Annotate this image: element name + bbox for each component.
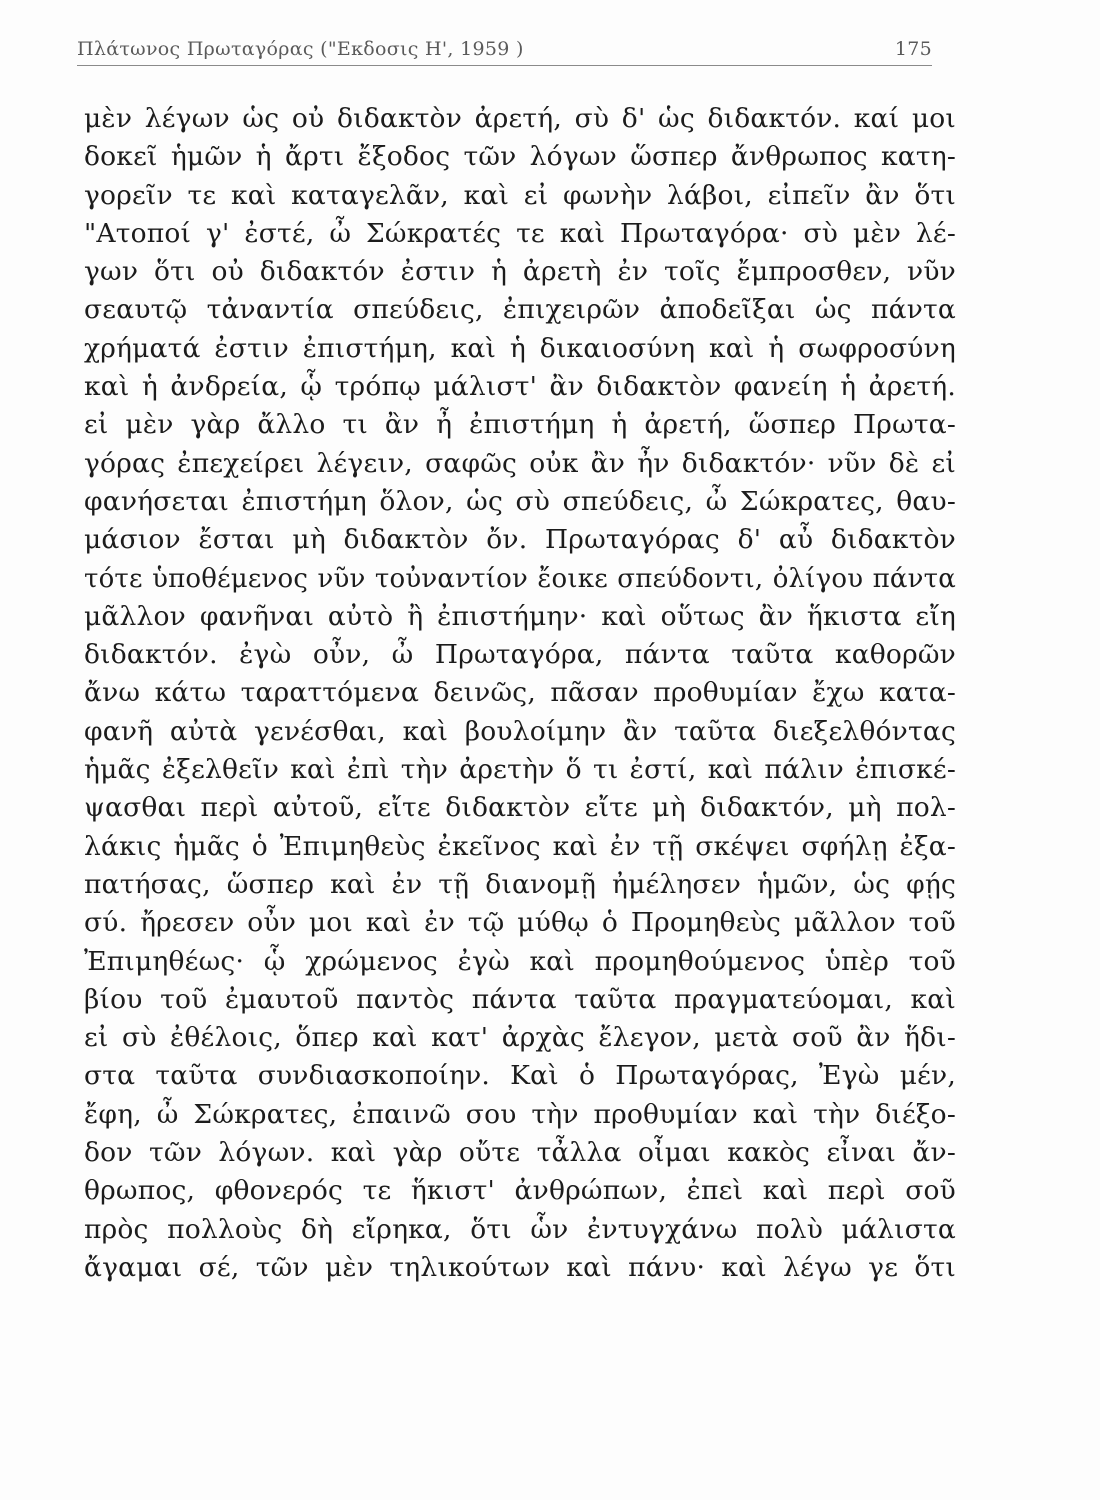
text-line: σύ. ἤρεσεν οὖν μοι καὶ ἐν τῷ μύθῳ ὁ Προμηθεὺς μᾶλλον τοῦ [84, 907, 956, 939]
text-line: σεαυτῷ τἀναντία σπεύδεις, ἐπιχειρῶν ἀποδεῖξαι ὡς πάντα [84, 294, 956, 326]
text-line: ἄγαμαι σέ, τῶν μὲν τηλικούτων καὶ πάνυ· καὶ λέγω γε ὅτι [84, 1251, 956, 1283]
text-line: Ἐπιμηθέως· ᾧ χρώμενος ἐγὼ καὶ προμηθούμενος ὑπὲρ τοῦ [84, 945, 956, 977]
text-line: ἡμᾶς ἐξελθεῖν καὶ ἐπὶ τὴν ἀρετὴν ὅ τι ἐστί, καὶ πάλιν ἐπισκέ- [84, 754, 956, 786]
text-line: φανῆ αὐτὰ γενέσθαι, καὶ βουλοίμην ἂν ταῦτα διεξελθόντας [84, 715, 956, 747]
text-line: φανήσεται ἐπιστήμη ὅλον, ὡς σὺ σπεύδεις, ὦ Σώκρατες, θαυ- [84, 485, 956, 517]
text-line: εἰ μὲν γὰρ ἄλλο τι ἂν ἦ ἐπιστήμη ἡ ἀρετή, ὥσπερ Πρωτα- [84, 409, 956, 441]
text-line: χρήματά ἐστιν ἐπιστήμη, καὶ ἡ δικαιοσύνη καὶ ἡ σωφροσύνη [84, 332, 956, 364]
text-line: πατήσας, ὥσπερ καὶ ἐν τῇ διανομῇ ἠμέλησεν ἡμῶν, ὡς φῄς [84, 868, 956, 900]
text-line: θρωπος, φθονερός τε ἥκιστ' ἀνθρώπων, ἐπεὶ καὶ περὶ σοῦ [84, 1175, 956, 1207]
text-line: λάκις ἡμᾶς ὁ Ἐπιμηθεὺς ἐκεῖνος καὶ ἐν τῇ σκέψει σφήλῃ ἐξα- [84, 830, 956, 862]
running-head-title: Πλάτωνος Πρωταγόρας ("Εκδοσις Η', 1959 ) [77, 38, 524, 60]
text-line: στα ταῦτα συνδιασκοποίην. Καὶ ὁ Πρωταγόρας, Ἐγὼ μέν, [84, 1060, 956, 1092]
text-line: εἰ σὺ ἐθέλοις, ὅπερ καὶ κατ' ἀρχὰς ἔλεγον, μετὰ σοῦ ἂν ἥδι- [84, 1022, 956, 1054]
text-line: ἔφη, ὦ Σώκρατες, ἐπαινῶ σου τὴν προθυμίαν καὶ τὴν διέξο- [84, 1098, 956, 1130]
text-line: διδακτόν. ἐγὼ οὖν, ὦ Πρωταγόρα, πάντα ταῦτα καθορῶν [84, 639, 956, 671]
text-line: καὶ ἡ ἀνδρεία, ᾧ τρόπῳ μάλιστ' ἂν διδακτὸν φανείη ἡ ἀρετή. [84, 371, 956, 403]
page-number: 175 [894, 38, 932, 60]
text-line: μᾶλλον φανῆναι αὐτὸ ἢ ἐπιστήμην· καὶ οὕτως ἂν ἥκιστα εἴη [84, 600, 956, 632]
text-line: πρὸς πολλοὺς δὴ εἴρηκα, ὅτι ὧν ἐντυγχάνω πολὺ μάλιστα [84, 1213, 956, 1245]
text-line: μάσιον ἔσται μὴ διδακτὸν ὄν. Πρωταγόρας δ' αὖ διδακτὸν [84, 524, 956, 556]
text-line: "Ατοποί γ' ἐστέ, ὦ Σώκρατές τε καὶ Πρωταγόρα· σὺ μὲν λέ- [84, 217, 956, 249]
text-line: τότε ὑποθέμενος νῦν τοὐναντίον ἔοικε σπεύδοντι, ὀλίγου πάντα [84, 563, 956, 594]
text-line: γόρας ἐπεχείρει λέγειν, σαφῶς οὐκ ἂν ἦν διδακτόν· νῦν δὲ εἰ [84, 447, 956, 479]
text-line: γων ὅτι οὐ διδακτόν ἐστιν ἡ ἀρετὴ ἐν τοῖς ἔμπροσθεν, νῦν [84, 256, 956, 288]
text-line: ἄνω κάτω ταραττόμενα δεινῶς, πᾶσαν προθυμίαν ἔχω κατα- [84, 677, 956, 709]
running-head [77, 36, 932, 66]
text-line: γορεῖν τε καὶ καταγελᾶν, καὶ εἰ φωνὴν λάβοι, εἰπεῖν ἂν ὅτι [84, 179, 956, 211]
text-line: δοκεῖ ἡμῶν ἡ ἄρτι ἔξοδος τῶν λόγων ὥσπερ ἄνθρωπος κατη- [84, 141, 956, 173]
body-text [84, 100, 956, 1287]
header-rule [77, 65, 932, 66]
text-line: ψασθαι περὶ αὐτοῦ, εἴτε διδακτὸν εἴτε μὴ διδακτόν, μὴ πολ- [84, 792, 956, 824]
text-line: μὲν λέγων ὡς οὐ διδακτὸν ἀρετή, σὺ δ' ὡς διδακτόν. καί μοι [84, 103, 956, 134]
text-line: δον τῶν λόγων. καὶ γὰρ οὔτε τἆλλα οἶμαι κακὸς εἶναι ἄν- [84, 1137, 956, 1169]
text-line: βίου τοῦ ἐμαυτοῦ παντὸς πάντα ταῦτα πραγματεύομαι, καὶ [84, 983, 956, 1015]
